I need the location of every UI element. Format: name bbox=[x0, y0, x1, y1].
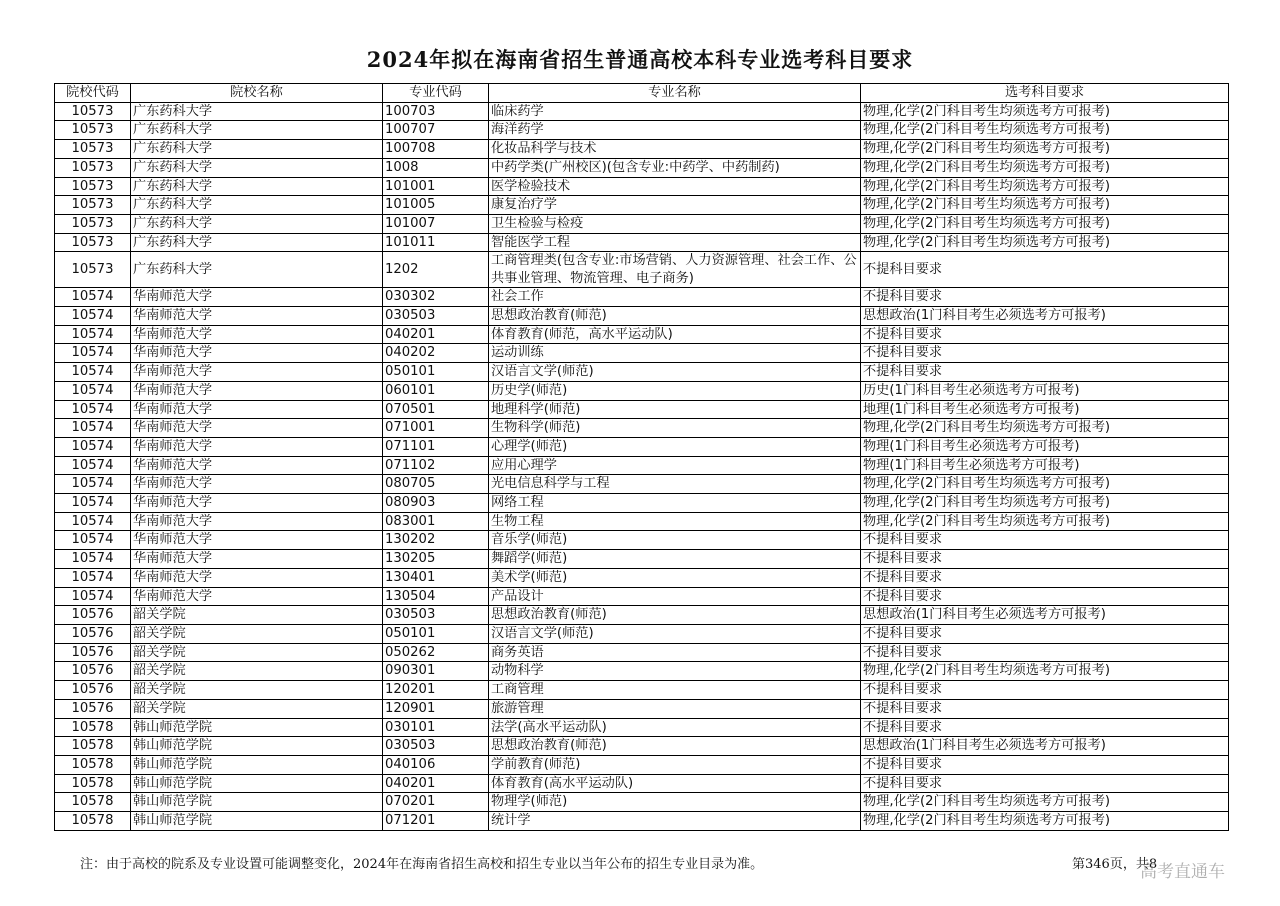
major-code-cell: 040201 bbox=[383, 774, 489, 793]
major-name-cell: 旅游管理 bbox=[489, 699, 861, 718]
table-row bbox=[55, 718, 1229, 737]
school-code-cell: 10578 bbox=[55, 737, 131, 756]
subject-requirement-cell: 思想政治(1门科目考生必须选考方可报考) bbox=[861, 606, 1229, 625]
major-name-cell: 汉语言文学(师范) bbox=[489, 624, 861, 643]
school-code-cell: 10578 bbox=[55, 774, 131, 793]
table-row bbox=[55, 419, 1229, 438]
major-code-cell: 101001 bbox=[383, 177, 489, 196]
school-name-cell: 广东药科大学 bbox=[131, 214, 383, 233]
header-school-code: 院校代码 bbox=[55, 84, 131, 103]
major-code-cell: 060101 bbox=[383, 381, 489, 400]
major-code-cell: 071001 bbox=[383, 419, 489, 438]
subject-requirement-cell: 物理,化学(2门科目考生均须选考方可报考) bbox=[861, 140, 1229, 159]
school-code-cell: 10574 bbox=[55, 494, 131, 513]
major-name-cell: 生物工程 bbox=[489, 512, 861, 531]
school-name-cell: 韶关学院 bbox=[131, 681, 383, 700]
major-name-cell: 工商管理 bbox=[489, 681, 861, 700]
table-row bbox=[55, 737, 1229, 756]
major-code-cell: 030503 bbox=[383, 307, 489, 326]
major-name-cell: 法学(高水平运动队) bbox=[489, 718, 861, 737]
subject-requirements-table bbox=[54, 83, 1229, 831]
major-code-cell: 050101 bbox=[383, 624, 489, 643]
school-code-cell: 10574 bbox=[55, 568, 131, 587]
school-name-cell: 华南师范大学 bbox=[131, 494, 383, 513]
table-row bbox=[55, 793, 1229, 812]
major-name-cell: 心理学(师范) bbox=[489, 437, 861, 456]
school-name-cell: 华南师范大学 bbox=[131, 475, 383, 494]
school-name-cell: 华南师范大学 bbox=[131, 531, 383, 550]
major-name-cell: 智能医学工程 bbox=[489, 233, 861, 252]
school-name-cell: 广东药科大学 bbox=[131, 140, 383, 159]
table-row bbox=[55, 662, 1229, 681]
major-code-cell: 090301 bbox=[383, 662, 489, 681]
major-name-cell: 卫生检验与检疫 bbox=[489, 214, 861, 233]
table-row bbox=[55, 307, 1229, 326]
school-code-cell: 10576 bbox=[55, 606, 131, 625]
major-name-cell: 康复治疗学 bbox=[489, 196, 861, 215]
subject-requirement-cell: 物理,化学(2门科目考生均须选考方可报考) bbox=[861, 662, 1229, 681]
school-code-cell: 10574 bbox=[55, 288, 131, 307]
school-code-cell: 10574 bbox=[55, 475, 131, 494]
table-row bbox=[55, 512, 1229, 531]
subject-requirement-cell: 物理,化学(2门科目考生均须选考方可报考) bbox=[861, 512, 1229, 531]
table-row bbox=[55, 252, 1229, 288]
major-code-cell: 071201 bbox=[383, 812, 489, 831]
school-name-cell: 韩山师范学院 bbox=[131, 812, 383, 831]
school-name-cell: 广东药科大学 bbox=[131, 252, 383, 288]
major-code-cell: 070201 bbox=[383, 793, 489, 812]
subject-requirement-cell: 物理,化学(2门科目考生均须选考方可报考) bbox=[861, 233, 1229, 252]
table-row bbox=[55, 606, 1229, 625]
school-name-cell: 韶关学院 bbox=[131, 699, 383, 718]
school-name-cell: 华南师范大学 bbox=[131, 550, 383, 569]
major-name-cell: 海洋药学 bbox=[489, 121, 861, 140]
subject-requirement-cell: 地理(1门科目考生必须选考方可报考) bbox=[861, 400, 1229, 419]
subject-requirement-cell: 物理,化学(2门科目考生均须选考方可报考) bbox=[861, 121, 1229, 140]
major-name-cell: 工商管理类(包含专业:市场营销、人力资源管理、社会工作、公共事业管理、物流管理、电子商务) bbox=[489, 252, 861, 288]
school-code-cell: 10573 bbox=[55, 121, 131, 140]
major-name-cell: 地理科学(师范) bbox=[489, 400, 861, 419]
school-code-cell: 10574 bbox=[55, 307, 131, 326]
school-code-cell: 10573 bbox=[55, 177, 131, 196]
school-name-cell: 韩山师范学院 bbox=[131, 755, 383, 774]
major-name-cell: 体育教育(高水平运动队) bbox=[489, 774, 861, 793]
major-code-cell: 1008 bbox=[383, 158, 489, 177]
subject-requirement-cell: 不提科目要求 bbox=[861, 550, 1229, 569]
school-name-cell: 广东药科大学 bbox=[131, 233, 383, 252]
school-name-cell: 广东药科大学 bbox=[131, 158, 383, 177]
major-code-cell: 030503 bbox=[383, 606, 489, 625]
table-row bbox=[55, 812, 1229, 831]
major-name-cell: 思想政治教育(师范) bbox=[489, 606, 861, 625]
major-name-cell: 美术学(师范) bbox=[489, 568, 861, 587]
major-name-cell: 思想政治教育(师范) bbox=[489, 307, 861, 326]
school-name-cell: 华南师范大学 bbox=[131, 288, 383, 307]
school-code-cell: 10576 bbox=[55, 643, 131, 662]
table-row bbox=[55, 437, 1229, 456]
major-code-cell: 130205 bbox=[383, 550, 489, 569]
major-name-cell: 统计学 bbox=[489, 812, 861, 831]
table-header-row bbox=[55, 84, 1229, 103]
school-name-cell: 广东药科大学 bbox=[131, 177, 383, 196]
major-code-cell: 100707 bbox=[383, 121, 489, 140]
school-code-cell: 10574 bbox=[55, 344, 131, 363]
major-name-cell: 历史学(师范) bbox=[489, 381, 861, 400]
major-code-cell: 070501 bbox=[383, 400, 489, 419]
major-name-cell: 生物科学(师范) bbox=[489, 419, 861, 438]
major-name-cell: 思想政治教育(师范) bbox=[489, 737, 861, 756]
footnote: 注：由于高校的院系及专业设置可能调整变化，2024年在海南省招生高校和招生专业以当年公布的招生专业目录为准。 bbox=[80, 857, 764, 872]
subject-requirement-cell: 不提科目要求 bbox=[861, 755, 1229, 774]
subject-requirement-cell: 思想政治(1门科目考生必须选考方可报考) bbox=[861, 307, 1229, 326]
major-code-cell: 100708 bbox=[383, 140, 489, 159]
subject-requirement-cell: 物理,化学(2门科目考生均须选考方可报考) bbox=[861, 419, 1229, 438]
school-code-cell: 10576 bbox=[55, 681, 131, 700]
major-name-cell: 运动训练 bbox=[489, 344, 861, 363]
header-major-name: 专业名称 bbox=[489, 84, 861, 103]
header-major-code: 专业代码 bbox=[383, 84, 489, 103]
major-code-cell: 080705 bbox=[383, 475, 489, 494]
school-name-cell: 韶关学院 bbox=[131, 643, 383, 662]
school-name-cell: 华南师范大学 bbox=[131, 307, 383, 326]
table-row bbox=[55, 699, 1229, 718]
major-code-cell: 101005 bbox=[383, 196, 489, 215]
table-body bbox=[55, 102, 1229, 830]
table-row bbox=[55, 774, 1229, 793]
major-name-cell: 化妆品科学与技术 bbox=[489, 140, 861, 159]
subject-requirement-cell: 不提科目要求 bbox=[861, 288, 1229, 307]
table-row bbox=[55, 363, 1229, 382]
major-code-cell: 1202 bbox=[383, 252, 489, 288]
major-code-cell: 130504 bbox=[383, 587, 489, 606]
table-row bbox=[55, 158, 1229, 177]
subject-requirement-cell: 物理,化学(2门科目考生均须选考方可报考) bbox=[861, 196, 1229, 215]
table-row bbox=[55, 587, 1229, 606]
subject-requirement-cell: 不提科目要求 bbox=[861, 681, 1229, 700]
school-name-cell: 韩山师范学院 bbox=[131, 718, 383, 737]
major-name-cell: 汉语言文学(师范) bbox=[489, 363, 861, 382]
major-name-cell: 音乐学(师范) bbox=[489, 531, 861, 550]
table-row bbox=[55, 381, 1229, 400]
subject-requirement-cell: 不提科目要求 bbox=[861, 624, 1229, 643]
table-row bbox=[55, 681, 1229, 700]
subject-requirement-cell: 不提科目要求 bbox=[861, 363, 1229, 382]
table-row bbox=[55, 344, 1229, 363]
school-code-cell: 10574 bbox=[55, 531, 131, 550]
subject-requirement-cell: 不提科目要求 bbox=[861, 699, 1229, 718]
subject-requirement-cell: 物理,化学(2门科目考生均须选考方可报考) bbox=[861, 214, 1229, 233]
table-row bbox=[55, 755, 1229, 774]
subject-requirement-cell: 物理,化学(2门科目考生均须选考方可报考) bbox=[861, 177, 1229, 196]
major-code-cell: 101011 bbox=[383, 233, 489, 252]
school-name-cell: 华南师范大学 bbox=[131, 456, 383, 475]
school-code-cell: 10573 bbox=[55, 233, 131, 252]
major-code-cell: 100703 bbox=[383, 102, 489, 121]
major-code-cell: 080903 bbox=[383, 494, 489, 513]
school-name-cell: 华南师范大学 bbox=[131, 512, 383, 531]
school-code-cell: 10576 bbox=[55, 662, 131, 681]
school-code-cell: 10574 bbox=[55, 587, 131, 606]
major-code-cell: 050262 bbox=[383, 643, 489, 662]
subject-requirement-cell: 不提科目要求 bbox=[861, 587, 1229, 606]
table-row bbox=[55, 325, 1229, 344]
subject-requirement-cell: 不提科目要求 bbox=[861, 252, 1229, 288]
major-name-cell: 体育教育(师范，高水平运动队) bbox=[489, 325, 861, 344]
subject-requirement-cell: 物理,化学(2门科目考生均须选考方可报考) bbox=[861, 812, 1229, 831]
major-code-cell: 050101 bbox=[383, 363, 489, 382]
school-name-cell: 广东药科大学 bbox=[131, 102, 383, 121]
major-code-cell: 030302 bbox=[383, 288, 489, 307]
school-name-cell: 华南师范大学 bbox=[131, 325, 383, 344]
subject-requirement-cell: 物理,化学(2门科目考生均须选考方可报考) bbox=[861, 475, 1229, 494]
major-name-cell: 产品设计 bbox=[489, 587, 861, 606]
table-row bbox=[55, 400, 1229, 419]
subject-requirement-cell: 不提科目要求 bbox=[861, 718, 1229, 737]
subject-requirement-cell: 物理(1门科目考生必须选考方可报考) bbox=[861, 456, 1229, 475]
header-school-name: 院校名称 bbox=[131, 84, 383, 103]
major-code-cell: 120201 bbox=[383, 681, 489, 700]
major-code-cell: 071101 bbox=[383, 437, 489, 456]
header-subject-requirement: 选考科目要求 bbox=[861, 84, 1229, 103]
subject-requirement-cell: 不提科目要求 bbox=[861, 325, 1229, 344]
major-name-cell: 网络工程 bbox=[489, 494, 861, 513]
school-name-cell: 广东药科大学 bbox=[131, 196, 383, 215]
table-row bbox=[55, 456, 1229, 475]
table-row bbox=[55, 643, 1229, 662]
school-name-cell: 华南师范大学 bbox=[131, 381, 383, 400]
school-name-cell: 华南师范大学 bbox=[131, 419, 383, 438]
major-name-cell: 医学检验技术 bbox=[489, 177, 861, 196]
school-code-cell: 10576 bbox=[55, 699, 131, 718]
school-code-cell: 10578 bbox=[55, 755, 131, 774]
page-number: 第346页，共8 bbox=[1072, 857, 1158, 872]
subject-requirement-cell: 不提科目要求 bbox=[861, 344, 1229, 363]
major-code-cell: 101007 bbox=[383, 214, 489, 233]
table-row bbox=[55, 102, 1229, 121]
subject-requirement-cell: 历史(1门科目考生必须选考方可报考) bbox=[861, 381, 1229, 400]
table-row bbox=[55, 233, 1229, 252]
school-name-cell: 广东药科大学 bbox=[131, 121, 383, 140]
school-name-cell: 华南师范大学 bbox=[131, 400, 383, 419]
school-name-cell: 韩山师范学院 bbox=[131, 793, 383, 812]
major-name-cell: 舞蹈学(师范) bbox=[489, 550, 861, 569]
table-row bbox=[55, 624, 1229, 643]
school-code-cell: 10574 bbox=[55, 437, 131, 456]
subject-requirement-cell: 物理(1门科目考生必须选考方可报考) bbox=[861, 437, 1229, 456]
major-name-cell: 学前教育(师范) bbox=[489, 755, 861, 774]
major-code-cell: 040201 bbox=[383, 325, 489, 344]
school-name-cell: 华南师范大学 bbox=[131, 568, 383, 587]
subject-requirement-cell: 物理,化学(2门科目考生均须选考方可报考) bbox=[861, 793, 1229, 812]
school-name-cell: 韶关学院 bbox=[131, 662, 383, 681]
table-row bbox=[55, 288, 1229, 307]
school-name-cell: 韩山师范学院 bbox=[131, 737, 383, 756]
major-name-cell: 物理学(师范) bbox=[489, 793, 861, 812]
major-code-cell: 071102 bbox=[383, 456, 489, 475]
subject-requirement-cell: 不提科目要求 bbox=[861, 568, 1229, 587]
major-code-cell: 130202 bbox=[383, 531, 489, 550]
school-name-cell: 华南师范大学 bbox=[131, 363, 383, 382]
school-code-cell: 10573 bbox=[55, 158, 131, 177]
table-row bbox=[55, 494, 1229, 513]
major-name-cell: 临床药学 bbox=[489, 102, 861, 121]
school-code-cell: 10573 bbox=[55, 214, 131, 233]
school-code-cell: 10574 bbox=[55, 400, 131, 419]
school-name-cell: 韶关学院 bbox=[131, 606, 383, 625]
school-code-cell: 10573 bbox=[55, 196, 131, 215]
school-code-cell: 10578 bbox=[55, 718, 131, 737]
subject-requirement-cell: 物理,化学(2门科目考生均须选考方可报考) bbox=[861, 494, 1229, 513]
major-name-cell: 商务英语 bbox=[489, 643, 861, 662]
table-row bbox=[55, 140, 1229, 159]
watermark: 高考直通车 bbox=[1140, 862, 1225, 882]
major-name-cell: 光电信息科学与工程 bbox=[489, 475, 861, 494]
school-code-cell: 10573 bbox=[55, 102, 131, 121]
major-name-cell: 社会工作 bbox=[489, 288, 861, 307]
major-code-cell: 130401 bbox=[383, 568, 489, 587]
table-row bbox=[55, 568, 1229, 587]
major-code-cell: 083001 bbox=[383, 512, 489, 531]
table-row bbox=[55, 196, 1229, 215]
school-code-cell: 10578 bbox=[55, 793, 131, 812]
table-row bbox=[55, 214, 1229, 233]
school-code-cell: 10574 bbox=[55, 512, 131, 531]
school-code-cell: 10578 bbox=[55, 812, 131, 831]
major-code-cell: 030503 bbox=[383, 737, 489, 756]
school-name-cell: 华南师范大学 bbox=[131, 344, 383, 363]
school-code-cell: 10573 bbox=[55, 140, 131, 159]
school-name-cell: 韩山师范学院 bbox=[131, 774, 383, 793]
table-row bbox=[55, 531, 1229, 550]
subject-requirement-cell: 不提科目要求 bbox=[861, 643, 1229, 662]
school-name-cell: 华南师范大学 bbox=[131, 437, 383, 456]
school-code-cell: 10574 bbox=[55, 325, 131, 344]
school-code-cell: 10574 bbox=[55, 550, 131, 569]
subject-requirement-cell: 思想政治(1门科目考生必须选考方可报考) bbox=[861, 737, 1229, 756]
major-code-cell: 040106 bbox=[383, 755, 489, 774]
table-row bbox=[55, 121, 1229, 140]
major-name-cell: 中药学类(广州校区)(包含专业:中药学、中药制药) bbox=[489, 158, 861, 177]
major-name-cell: 动物科学 bbox=[489, 662, 861, 681]
subject-requirement-cell: 物理,化学(2门科目考生均须选考方可报考) bbox=[861, 102, 1229, 121]
table-row bbox=[55, 550, 1229, 569]
school-name-cell: 韶关学院 bbox=[131, 624, 383, 643]
school-code-cell: 10574 bbox=[55, 419, 131, 438]
school-code-cell: 10576 bbox=[55, 624, 131, 643]
subject-requirement-cell: 物理,化学(2门科目考生均须选考方可报考) bbox=[861, 158, 1229, 177]
table-row bbox=[55, 475, 1229, 494]
subject-requirement-cell: 不提科目要求 bbox=[861, 774, 1229, 793]
major-code-cell: 030101 bbox=[383, 718, 489, 737]
page-title: 2024年拟在海南省招生普通高校本科专业选考科目要求 bbox=[366, 47, 914, 72]
school-code-cell: 10573 bbox=[55, 252, 131, 288]
school-code-cell: 10574 bbox=[55, 381, 131, 400]
school-name-cell: 华南师范大学 bbox=[131, 587, 383, 606]
major-code-cell: 120901 bbox=[383, 699, 489, 718]
major-name-cell: 应用心理学 bbox=[489, 456, 861, 475]
school-code-cell: 10574 bbox=[55, 456, 131, 475]
subject-requirement-cell: 不提科目要求 bbox=[861, 531, 1229, 550]
table-row bbox=[55, 177, 1229, 196]
school-code-cell: 10574 bbox=[55, 363, 131, 382]
major-code-cell: 040202 bbox=[383, 344, 489, 363]
